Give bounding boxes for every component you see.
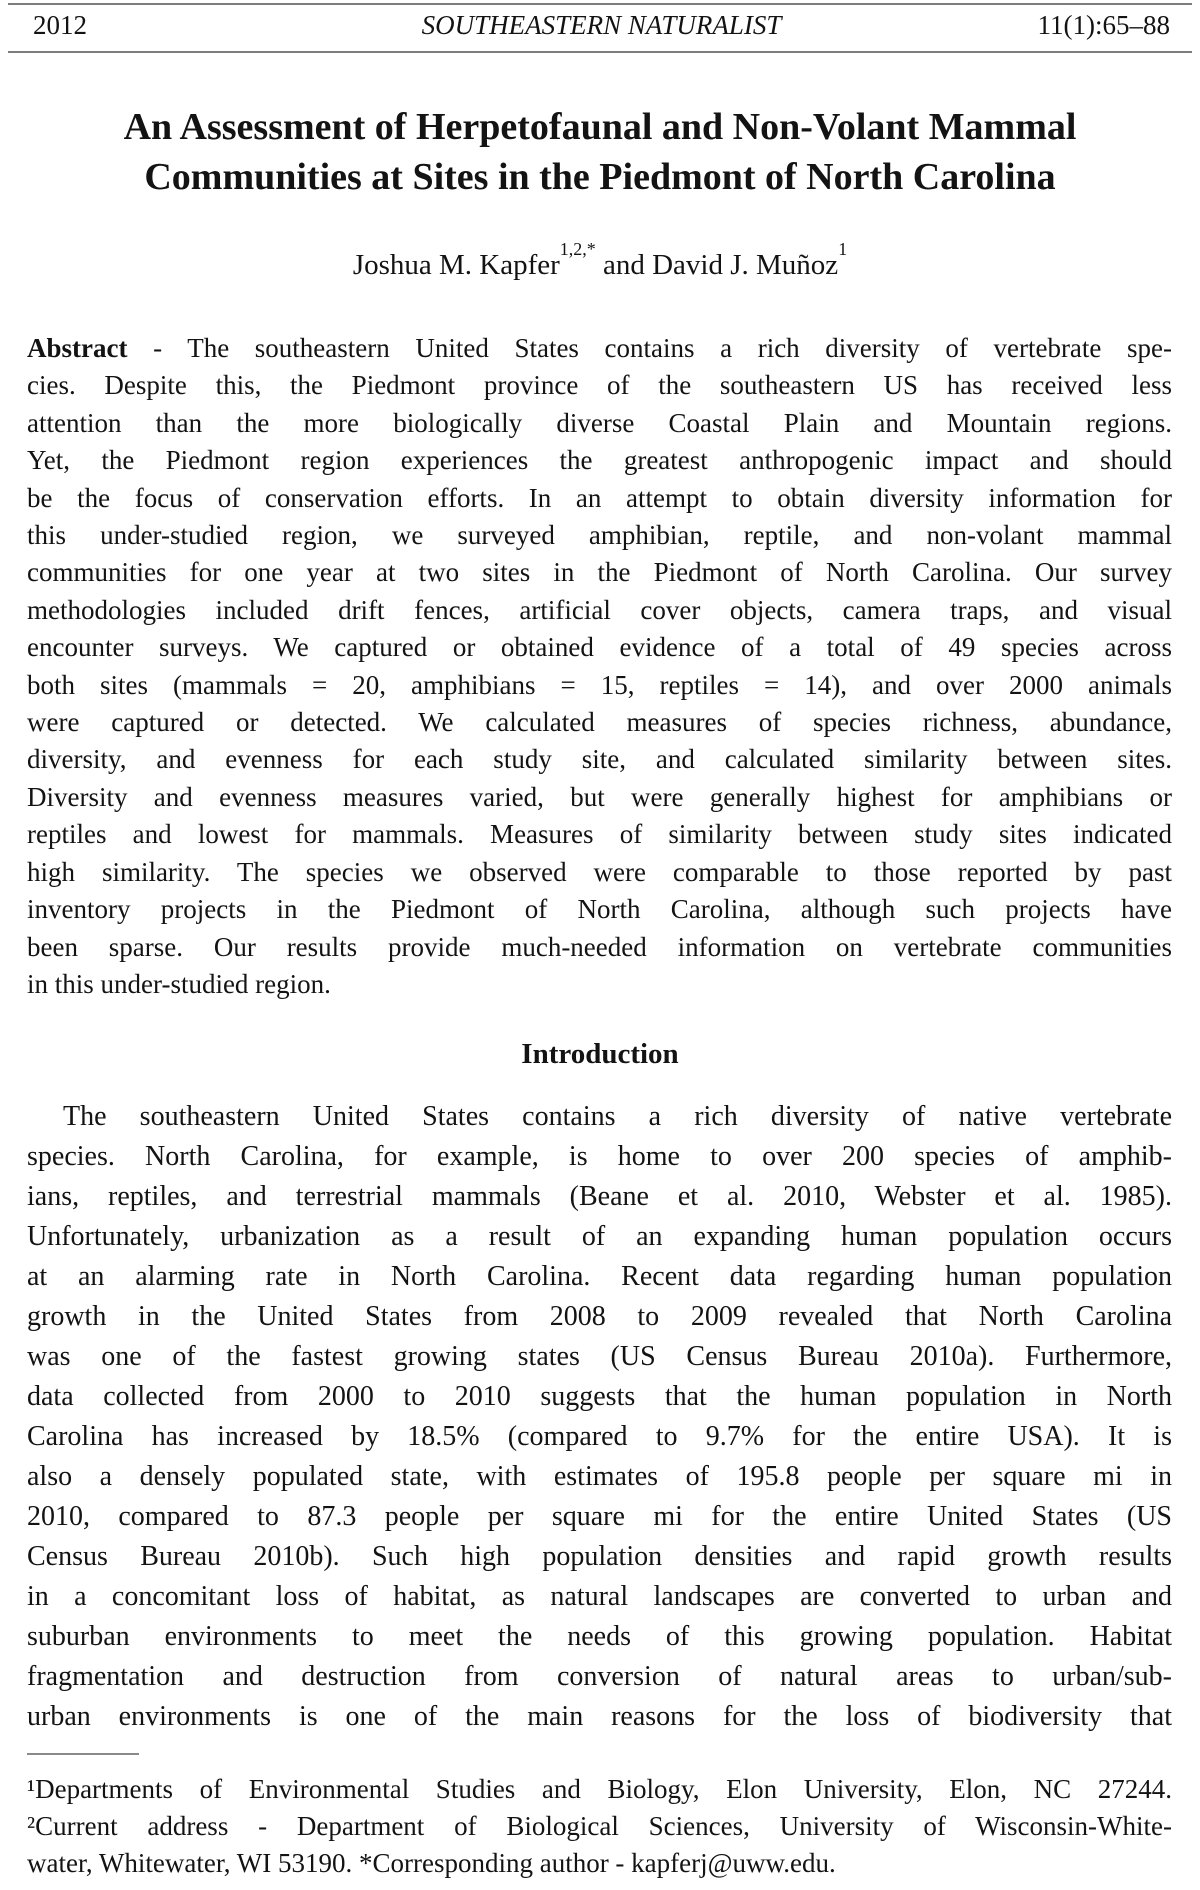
text-line: high similarity. The species we observed were comparable to those reported by past bbox=[27, 856, 1172, 887]
author-1-superscript: 1,2,* bbox=[559, 239, 596, 260]
text-line: also a densely populated state, with estimates of 195.8 people per square mi in bbox=[27, 1461, 1172, 1492]
text-line: ians, reptiles, and terrestrial mammals (Beane et al. 2010, Webster et al. 1985). bbox=[27, 1181, 1172, 1212]
text-line: Carolina has increased by 18.5% (compared to 9.7% for the entire USA). It is bbox=[27, 1421, 1172, 1452]
authors-line bbox=[0, 239, 1200, 283]
text-line: at an alarming rate in North Carolina. Recent data regarding human population bbox=[27, 1261, 1172, 1292]
text-line: in this under-studied region. bbox=[27, 968, 331, 999]
header-rule bbox=[8, 51, 1192, 53]
text-line: species. North Carolina, for example, is home to over 200 species of amphib- bbox=[27, 1141, 1172, 1172]
text-line: growth in the United States from 2008 to 2009 revealed that North Carolina bbox=[27, 1301, 1172, 1332]
abstract-body bbox=[27, 367, 1172, 1003]
abstract-section bbox=[27, 330, 1172, 1003]
abstract-first-line-text: - The southeastern United States contains a rich diversity of vertebrate spe- bbox=[127, 333, 1172, 363]
text-line: this under-studied region, we surveyed amphibian, reptile, and non-volant mammal bbox=[27, 520, 1172, 551]
text-line: communities for one year at two sites in the Piedmont of North Carolina. Our survey bbox=[27, 557, 1172, 588]
abstract-first-line bbox=[27, 330, 1172, 367]
text-line: fragmentation and destruction from conversion of natural areas to urban/sub- bbox=[27, 1661, 1172, 1692]
text-line: Unfortunately, urbanization as a result of an expanding human population occurs bbox=[27, 1221, 1172, 1252]
text-line: water, Whitewater, WI 53190. *Corresponding author - kapferj@uww.edu. bbox=[27, 1848, 836, 1878]
top-rule bbox=[8, 3, 1192, 5]
text-line: be the focus of conservation efforts. In an attempt to obtain diversity information for bbox=[27, 482, 1172, 513]
footnotes bbox=[27, 1771, 1172, 1882]
text-line: diversity, and evenness for each study site, and calculated similarity between sites. bbox=[27, 744, 1172, 775]
text-line: both sites (mammals = 20, amphibians = 15, reptiles = 14), and over 2000 animals bbox=[27, 669, 1172, 700]
text-line: data collected from 2000 to 2010 suggests that the human population in North bbox=[27, 1381, 1172, 1412]
text-line: encounter surveys. We captured or obtained evidence of a total of 49 species across bbox=[27, 632, 1172, 663]
text-line: An Assessment of Herpetofaunal and Non-Volant Mammal bbox=[123, 106, 1077, 148]
introduction-paragraph bbox=[27, 1097, 1172, 1737]
text-line: The southeastern United States contains a rich diversity of native vertebrate bbox=[63, 1101, 1172, 1132]
text-line: attention than the more biologically diverse Coastal Plain and Mountain regions. bbox=[27, 407, 1172, 438]
running-head-citation: 11(1):65–88 bbox=[1037, 10, 1170, 40]
footnote-rule bbox=[27, 1753, 139, 1755]
running-head-year: 2012 bbox=[33, 10, 87, 40]
text-line: were captured or detected. We calculated measures of species richness, abundance, bbox=[27, 707, 1172, 738]
text-line: Yet, the Piedmont region experiences the greatest anthropogenic impact and should bbox=[27, 445, 1172, 476]
running-head-journal: SOUTHEASTERN NATURALIST bbox=[421, 10, 782, 40]
abstract-label: Abstract bbox=[27, 333, 128, 363]
article-title bbox=[20, 102, 1180, 202]
text-line: reptiles and lowest for mammals. Measures of similarity between study sites indicated bbox=[27, 819, 1172, 850]
text-line: methodologies included drift fences, artificial cover objects, camera traps, and visual bbox=[27, 594, 1172, 625]
text-line: inventory projects in the Piedmont of North Carolina, although such projects have bbox=[27, 894, 1172, 925]
text-line: ¹Departments of Environmental Studies and Biology, Elon University, Elon, NC 27244. bbox=[27, 1774, 1172, 1804]
text-line: was one of the fastest growing states (US Census Bureau 2010a). Furthermore, bbox=[27, 1341, 1172, 1372]
text-line: been sparse. Our results provide much-needed information on vertebrate communities bbox=[27, 931, 1172, 962]
text-line: suburban environments to meet the needs of this growing population. Habitat bbox=[27, 1621, 1172, 1652]
author-1-name: Joshua M. Kapfer bbox=[352, 249, 560, 281]
text-line: ²Current address - Department of Biological Sciences, University of Wisconsin-White- bbox=[27, 1811, 1172, 1841]
text-line: cies. Despite this, the Piedmont province of the southeastern US has received less bbox=[27, 370, 1172, 401]
text-line: Diversity and evenness measures varied, but were generally highest for amphibians or bbox=[27, 781, 1172, 812]
text-line: Communities at Sites in the Piedmont of North Carolina bbox=[144, 156, 1056, 198]
text-line: urban environments is one of the main reasons for the loss of biodiversity that bbox=[27, 1701, 1172, 1732]
text-line: Census Bureau 2010b). Such high population densities and rapid growth results bbox=[27, 1541, 1172, 1572]
text-line: in a concomitant loss of habitat, as natural landscapes are converted to urban and bbox=[27, 1581, 1172, 1612]
introduction-heading: Introduction bbox=[521, 1038, 679, 1070]
text-line: 2010, compared to 87.3 people per square mi for the entire United States (US bbox=[27, 1501, 1172, 1532]
author-2-superscript: 1 bbox=[838, 239, 848, 260]
author-2-name: David J. Muñoz bbox=[652, 249, 839, 281]
authors-connector: and bbox=[595, 249, 653, 281]
running-head bbox=[33, 10, 1170, 44]
